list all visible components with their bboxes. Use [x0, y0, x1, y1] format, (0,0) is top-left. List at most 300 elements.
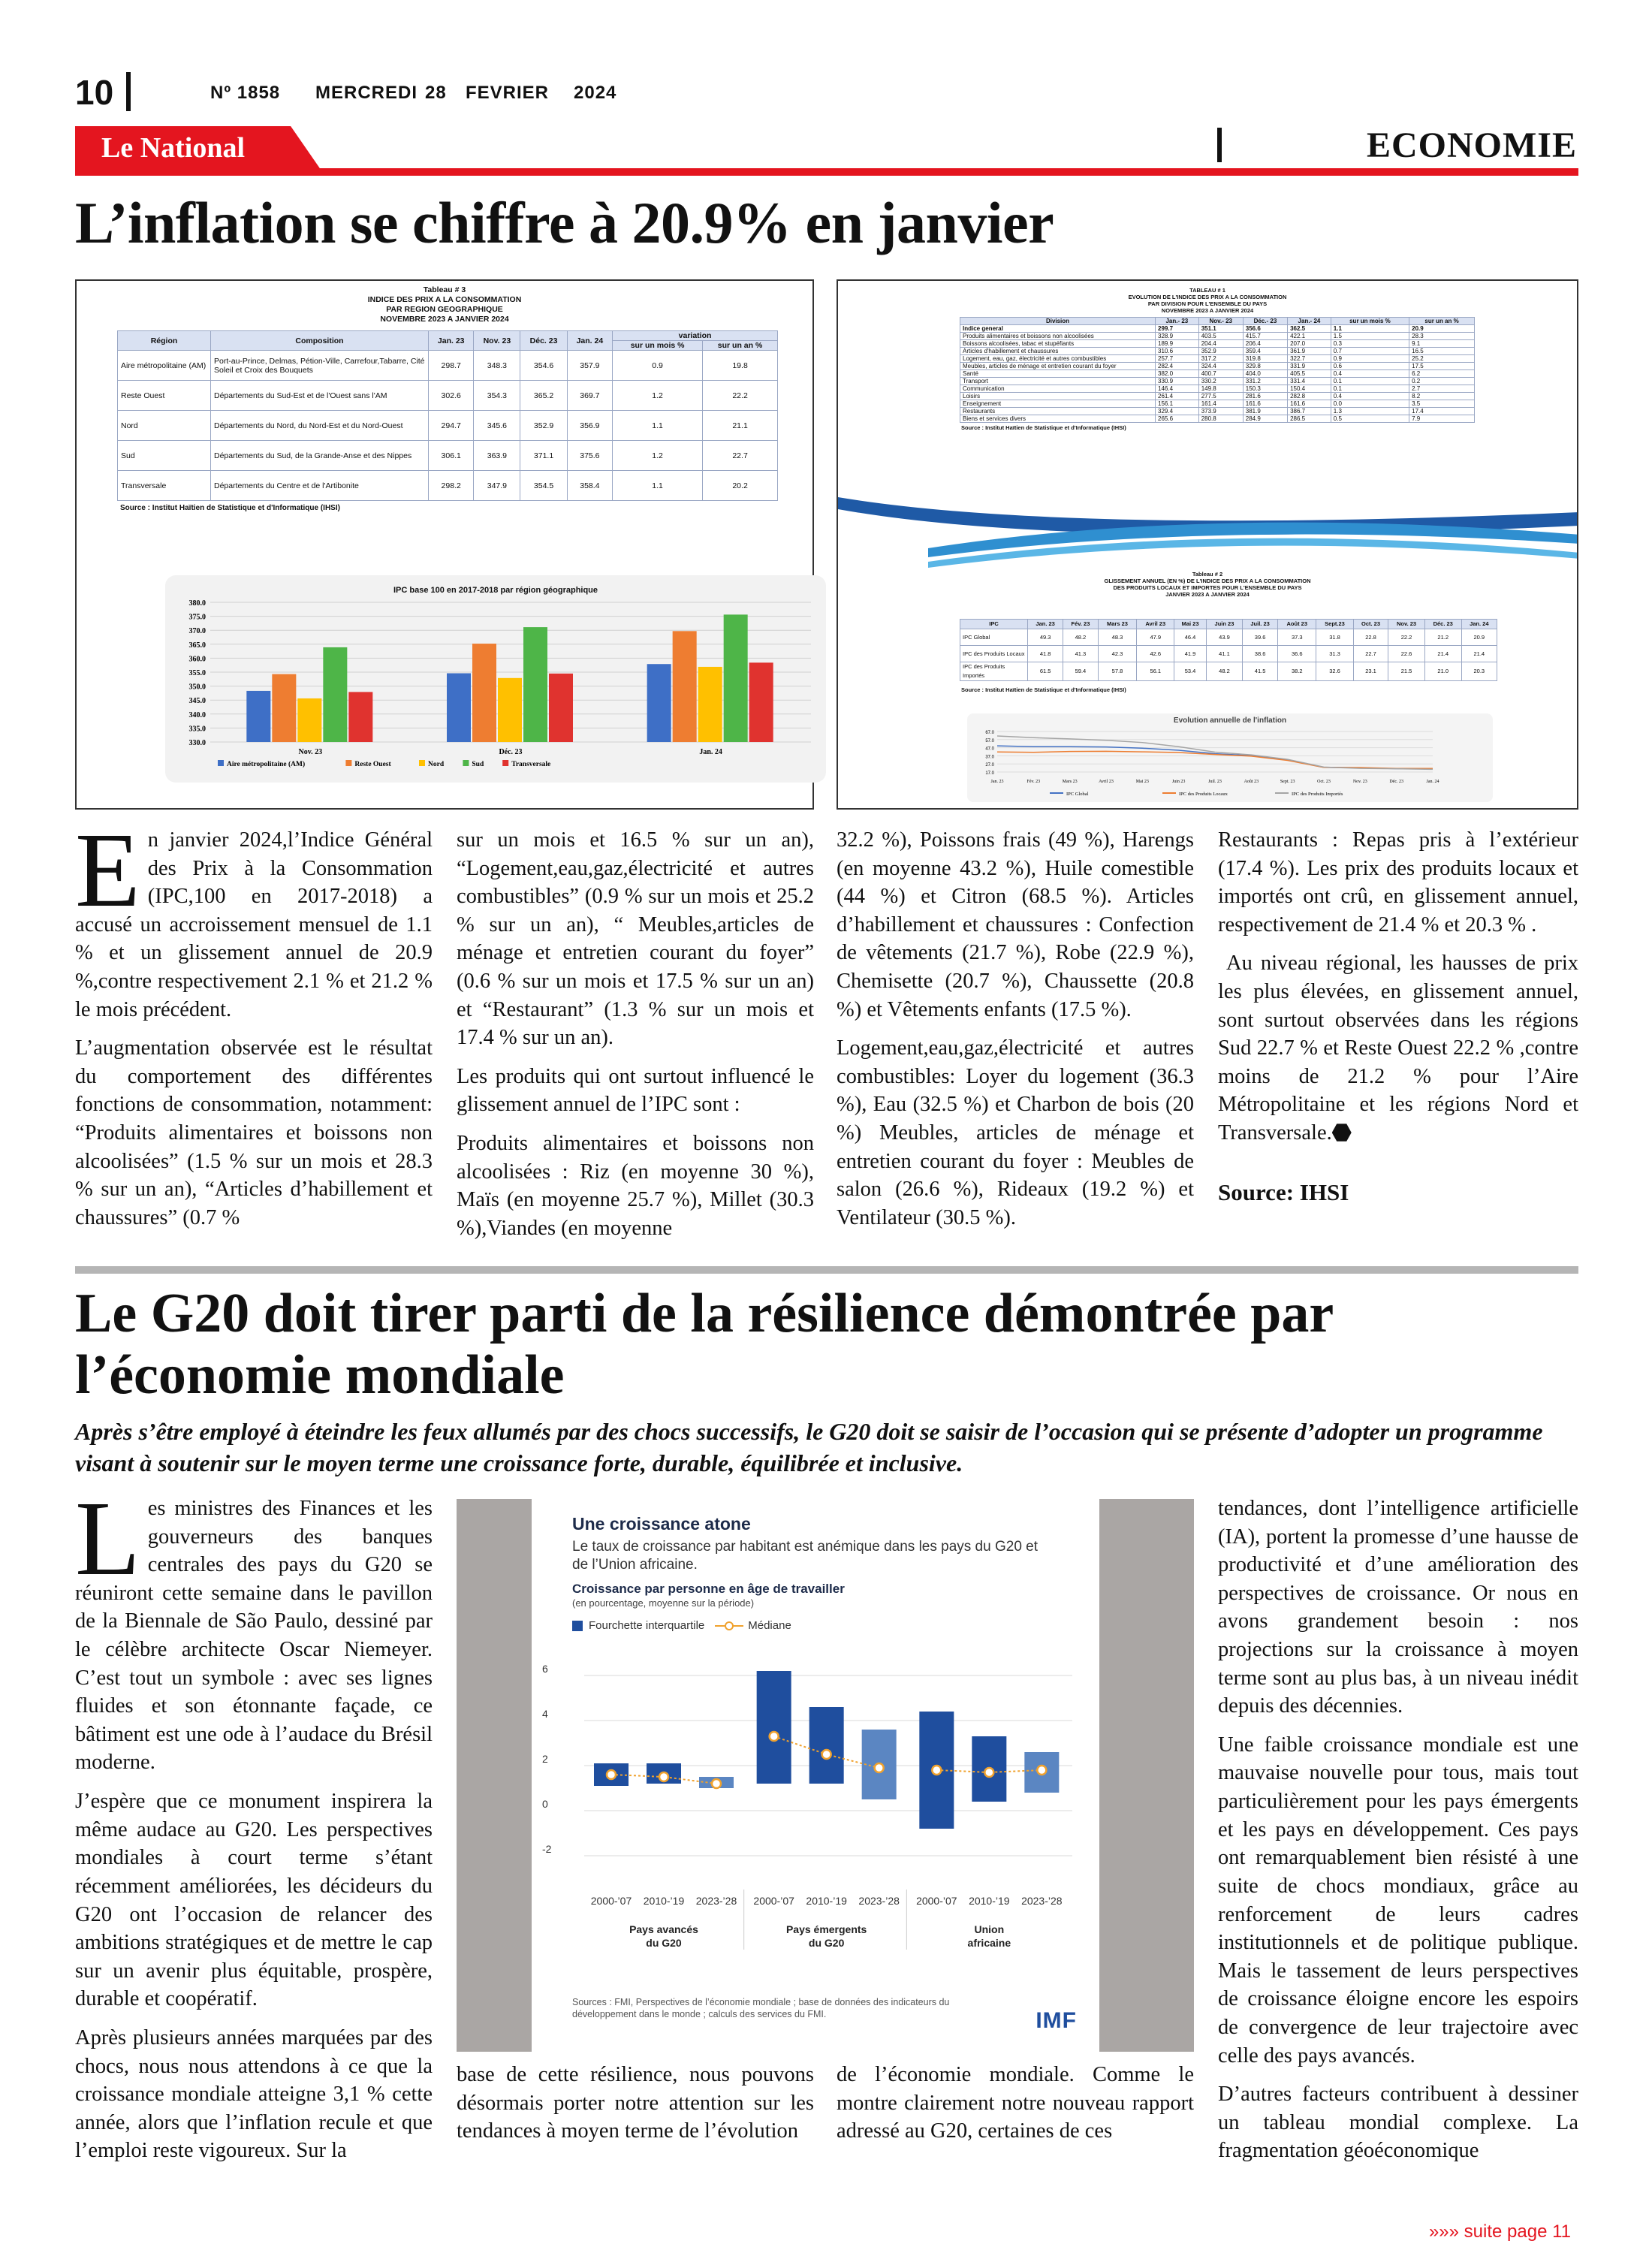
table1-row — [960, 363, 1475, 370]
imf-y-tick: 4 — [542, 1708, 548, 1720]
table1-cell: 150.4 — [1288, 385, 1331, 393]
table2-row — [960, 629, 1497, 646]
table1-row — [960, 333, 1475, 340]
table1-cell: 28.3 — [1409, 333, 1475, 340]
line-chart-legend-label: IPC des Produits Locaux — [1179, 792, 1228, 797]
table3-cell: Reste Ouest — [118, 381, 211, 411]
table3-cell: 19.8 — [703, 351, 778, 381]
imf-median-point — [659, 1772, 668, 1781]
line-chart-legend-label: IPC Global — [1066, 792, 1089, 797]
table3-title-3: PAR REGION GEOGRAPHIQUE — [386, 305, 503, 314]
table1-cell: 161.4 — [1198, 400, 1243, 408]
table1-cell: 356.6 — [1243, 325, 1287, 333]
bar-chart-bar — [297, 698, 321, 742]
imf-group-label: Pays avancés — [629, 1923, 698, 1935]
table1-title-3: PAR DIVISION POUR L'ENSEMBLE DU PAYS — [1147, 300, 1268, 307]
article1-col2-p2: Les produits qui ont surtout influencé le glissement annuel de l’IPC sont : — [457, 1064, 814, 1117]
table3-cell: 354.3 — [474, 381, 520, 411]
bar-chart-y-tick: 350.0 — [188, 683, 206, 692]
table1-cell: 161.6 — [1288, 400, 1331, 408]
table3-header: Déc. 23 — [520, 331, 567, 351]
article1-col4-p2 — [1218, 949, 1584, 1147]
table1-cell: 373.9 — [1198, 408, 1243, 415]
table1-cell: 362.5 — [1288, 325, 1331, 333]
imf-x-tick: 2010-’19 — [969, 1895, 1010, 1907]
table1-cell: 0.4 — [1331, 370, 1409, 378]
bar-chart-legend-swatch — [502, 760, 508, 766]
table1-title-1: TABLEAU # 1 — [1189, 287, 1225, 294]
imf-x-tick: 2000-’07 — [916, 1895, 957, 1907]
table3-cell: 0.9 — [613, 351, 703, 381]
line-chart-x-tick: Mai 23 — [1135, 780, 1149, 784]
table3-cell: 22.2 — [703, 381, 778, 411]
table1-cell: 8.2 — [1409, 393, 1475, 400]
table2-cell: 42.3 — [1098, 646, 1137, 662]
table3-cell: 369.7 — [567, 381, 612, 411]
table2-cell: 41.1 — [1206, 646, 1242, 662]
table2-header: Déc. 23 — [1424, 620, 1461, 629]
bar-chart — [165, 575, 826, 783]
table3-cell: 371.1 — [520, 441, 567, 471]
article1-col3-p2: Logement,eau,gaz,électricité et autres combustibles: Loyer du logement (36.3 %), Eau (32.5 %) et Charbon de bois (20 %) Meubles, articles de ménage et entretien courant du foyer : Meubles de salon (26.6 %), Rideaux (19.2 %) et Ventilateur (30.5 %). — [837, 1036, 1194, 1229]
table2-header: Sept.23 — [1316, 620, 1354, 629]
bar-chart-bar — [447, 673, 471, 742]
bar-chart-legend-swatch — [345, 760, 351, 766]
table1-cell: 261.4 — [1156, 393, 1199, 400]
issue-weekday: MERCREDI — [315, 83, 418, 103]
page-number: 10 — [75, 73, 114, 112]
bar-chart-y-tick: 345.0 — [188, 697, 206, 706]
table2-cell: 21.4 — [1461, 646, 1497, 662]
bar-chart-bar — [698, 667, 722, 742]
table2-cell: 38.6 — [1242, 646, 1277, 662]
article2-title — [75, 1283, 1578, 1406]
table1-cell: 329.8 — [1243, 363, 1287, 370]
table1-cell: 381.9 — [1243, 408, 1287, 415]
bar-chart-bar — [498, 678, 522, 742]
table1-cell: Meubles, articles de ménage et entretien courant du foyer — [960, 363, 1156, 370]
table1-cell: 0.3 — [1331, 340, 1409, 348]
table2-cell: 39.6 — [1242, 629, 1277, 646]
table3-cell: 1.2 — [613, 381, 703, 411]
bar-chart-legend-label: Nord — [428, 761, 445, 768]
table3-cell: 356.9 — [567, 411, 612, 441]
issue-year: 2024 — [574, 83, 617, 103]
bar-chart-legend-swatch — [218, 760, 224, 766]
table1-header-row — [960, 318, 1475, 325]
article2-lede: Après s’être employé à éteindre les feux allumés par des chocs successifs, le G20 doit se saisir de l’occasion qui se présente d’adopter un programme visant à soutenir sur le moyen terme une croissance forte, durable, équilibrée et inclusive. — [75, 1418, 1543, 1476]
bar-chart-y-tick: 370.0 — [188, 627, 206, 636]
table2-cell: 49.3 — [1028, 629, 1063, 646]
table3-cell: 302.6 — [429, 381, 474, 411]
table2-cell: 41.8 — [1028, 646, 1063, 662]
page-number-divider — [126, 72, 131, 111]
table2-header: Juil. 23 — [1242, 620, 1277, 629]
bar-chart-title: IPC base 100 en 2017-2018 par région géographique — [393, 586, 598, 595]
bar-chart-legend-label: Aire métropolitaine (AM) — [227, 761, 306, 768]
imf-logo: IMF — [1036, 2008, 1077, 2033]
bar-chart-bar — [724, 614, 748, 742]
line-chart-series — [997, 746, 1433, 769]
table2-cell: 42.6 — [1137, 646, 1174, 662]
table2-cell: 57.8 — [1098, 662, 1137, 681]
line-chart-series — [997, 736, 1433, 769]
table2-header: Mai 23 — [1174, 620, 1207, 629]
article2-title-line1: Le G20 doit tirer parti de la résilience démontrée par — [75, 1283, 1334, 1344]
table2-cell: 21.4 — [1424, 646, 1461, 662]
bar-chart-bar — [549, 674, 573, 742]
table1-row — [960, 408, 1475, 415]
table2-cell: IPC des Produits Importés — [960, 662, 1028, 681]
table3-header: Composition — [211, 331, 429, 351]
article1-title: L’inflation se chiffre à 20.9% en janvier — [75, 190, 1054, 255]
table2-cell: 21.5 — [1388, 662, 1425, 681]
header-red-rule — [75, 168, 1578, 176]
section-name: ECONOMIE — [1366, 125, 1577, 165]
line-chart-y-tick: 17.0 — [985, 771, 994, 776]
table1-cell: 361.9 — [1288, 348, 1331, 355]
article2-col4-p3: D’autres facteurs contribuent à dessiner un tableau mondial complexe. La fragmentation géoéconomique — [1218, 2083, 1578, 2163]
table3-source: Source : Institut Haïtien de Statistique et d'Informatique (IHSI) — [120, 504, 340, 512]
table1-cell: 280.8 — [1198, 415, 1243, 423]
table1-cell: 0.4 — [1331, 393, 1409, 400]
legend-range-label: Fourchette interquartile — [589, 1619, 705, 1632]
table2-cell: 31.8 — [1316, 629, 1354, 646]
table2-header: Jan. 23 — [1028, 620, 1063, 629]
table3-subheader: sur un mois % — [613, 341, 703, 351]
bar-chart-bar — [323, 647, 347, 742]
table3-cell: 22.7 — [703, 441, 778, 471]
article1-col4-p2-text: Au niveau régional, les hausses de prix les plus élevées, en glissement annuel, sont surtout observées dans les régions Sud 22.7 % et Reste Ouest 22.2 % ,contre moins de 21.2 % pour l’Aire Métropolitaine et les régions Nord et Transversale. — [1218, 952, 1584, 1145]
issue-month: FEVRIER — [466, 83, 550, 103]
table1-row — [960, 348, 1475, 355]
table1-cell: Santé — [960, 370, 1156, 378]
table1-row — [960, 355, 1475, 363]
line-chart-y-tick: 27.0 — [985, 763, 994, 768]
line-chart-x-tick: Juil. 23 — [1208, 780, 1222, 784]
line-chart-x-tick: Jan. 23 — [990, 780, 1004, 784]
table1-cell: 386.7 — [1288, 408, 1331, 415]
table1-row — [960, 370, 1475, 378]
bar-chart-legend-swatch — [463, 760, 469, 766]
bar-chart-y-tick: 360.0 — [188, 655, 206, 664]
imf-y-tick: 6 — [542, 1663, 548, 1675]
article2-col4-p2: Une faible croissance mondiale est une mauvaise nouvelle pour tous, mais tout particulièrement pour les pays émergents et les pays en développement. Ces pays ont remarquablement bien résisté à une suite de chocs mondiaux, grâce au renforcement de leurs cadres institutionnels et de politique publique. Mais le tassement de leurs perspectives de croissance éloigne encore les espoirs de convergence de leur trajectoire avec celle des pays avancés. — [1218, 1733, 1578, 2068]
table2-cell: 36.6 — [1278, 646, 1316, 662]
end-mark-icon — [1332, 1123, 1352, 1142]
table1-row — [960, 340, 1475, 348]
table1-cell: 189.9 — [1156, 340, 1199, 348]
table1-cell: 0.0 — [1331, 400, 1409, 408]
bar-chart-bar — [272, 674, 296, 742]
line-chart-x-tick: Juin 23 — [1171, 780, 1186, 784]
newspaper-name: Le National — [101, 132, 246, 164]
table1-cell: 282.4 — [1156, 363, 1199, 370]
table1-cell: Biens et services divers — [960, 415, 1156, 423]
article2-column-1 — [75, 1479, 433, 2176]
table1-title-2: EVOLUTION DE L'INDICE DES PRIX A LA CONSOMMATION — [1128, 294, 1287, 300]
table1-cell: 0.6 — [1331, 363, 1409, 370]
bar-chart-legend-label: Sud — [472, 761, 484, 768]
line-chart-x-tick: Déc. 23 — [1389, 780, 1404, 784]
table2-body — [960, 629, 1497, 681]
line-chart-panel — [967, 713, 1493, 802]
table1-cell: 359.4 — [1243, 348, 1287, 355]
imf-median-point — [984, 1768, 993, 1777]
table2-header: IPC — [960, 620, 1028, 629]
imf-x-tick: 2023-’28 — [858, 1895, 900, 1907]
imf-chart-legend — [572, 1619, 791, 1632]
table3-cell: 298.2 — [429, 471, 474, 501]
line-chart-x-tick: Août 23 — [1244, 780, 1259, 784]
table3-row — [118, 441, 778, 471]
imf-chart-subtitle: Le taux de croissance par habitant est anémique dans les pays du G20 et de l’Union africaine. — [572, 1539, 1039, 1573]
table1-cell: 156.1 — [1156, 400, 1199, 408]
article1-col3-p1: 32.2 %), Poissons frais (49 %), Harengs (en moyenne 43.2 %), Huile comestible (44 %) et Citron (68.5 %). Articles d’habillement et chaussures : Confection de vêtements (21.7 %), Robe (22.9 %), Chemisette (20.7 %), Chaussette (20.8 %) et Vêtements enfants (17.5 %). — [837, 828, 1194, 1021]
table1-cell: 161.6 — [1243, 400, 1287, 408]
legend-median-label: Médiane — [748, 1619, 791, 1632]
table1-cell: Indice general — [960, 325, 1156, 333]
imf-chart-sources: Sources : FMI, Perspectives de l’économie mondiale ; base de données des indicateurs du développement dans le monde ; calculs des services du FMI. — [572, 1997, 950, 2019]
bar-chart-y-tick: 375.0 — [188, 613, 206, 622]
table1-cell: 149.8 — [1198, 385, 1243, 393]
article2-col1-p1: es ministres des Finances et les gouverneurs des banques centrales des pays du G20 se réuniront cette semaine dans le pavillon de la Biennale de São Paulo, dessiné par le célèbre architecte Oscar Niemeyer. C’est tout un symbole : avec ses lignes fluides et son étonnante façade, ce bâtiment est une ode à l’audace du Brésil moderne. — [75, 1497, 433, 1775]
bar-chart-x-tick: Jan. 24 — [699, 748, 722, 756]
table3-cell: 375.6 — [567, 441, 612, 471]
table2 — [960, 619, 1497, 681]
table2-cell: 46.4 — [1174, 629, 1207, 646]
table1-cell: 2.7 — [1409, 385, 1475, 393]
table2-cell: 61.5 — [1028, 662, 1063, 681]
article2-column-3 — [837, 2061, 1194, 2156]
table1-cell: 0.1 — [1331, 378, 1409, 385]
imf-median-point — [770, 1732, 779, 1741]
table1-cell: 0.2 — [1409, 378, 1475, 385]
table3-header-row — [118, 331, 778, 341]
table2-cell: 43.9 — [1206, 629, 1242, 646]
table2-cell: 38.2 — [1278, 662, 1316, 681]
table1-row — [960, 400, 1475, 408]
table1-cell: 1.5 — [1331, 333, 1409, 340]
table1-cell: Transport — [960, 378, 1156, 385]
table3-cell: 352.9 — [520, 411, 567, 441]
table2-cell: 22.7 — [1353, 646, 1388, 662]
table3-title-2: INDICE DES PRIX A LA CONSOMMATION — [367, 295, 522, 304]
table1-cell: 25.2 — [1409, 355, 1475, 363]
table1-header: Jan.- 23 — [1156, 318, 1199, 325]
bar-chart-x-tick: Nov. 23 — [298, 748, 323, 756]
bar-chart-legend-swatch — [419, 760, 425, 766]
table1-source: Source : Institut Haïtien de Statistique et d'Informatique (IHSI) — [961, 424, 1126, 431]
table1-cell: Restaurants — [960, 408, 1156, 415]
table2-cell: 41.3 — [1063, 646, 1098, 662]
table1-cell: 1.3 — [1331, 408, 1409, 415]
table3-header: variation — [613, 331, 778, 341]
table1-cell: 6.2 — [1409, 370, 1475, 378]
table1-cell: 351.1 — [1198, 325, 1243, 333]
table3-cell: 354.6 — [520, 351, 567, 381]
table1-cell: Logement, eau, gaz, électricité et autres combustibles — [960, 355, 1156, 363]
table1-cell: Produits alimentaires et boissons non alcoolisées — [960, 333, 1156, 340]
table3-title-1: Tableau # 3 — [423, 285, 466, 294]
table2-row — [960, 662, 1497, 681]
article2-title-line2: l’économie mondiale — [75, 1344, 565, 1406]
imf-y-tick: 2 — [542, 1753, 548, 1765]
article2-column-4 — [1218, 1494, 1578, 2176]
table2-title-3: DES PRODUITS LOCAUX ET IMPORTES POUR L'ENSEMBLE DU PAYS — [1113, 584, 1302, 591]
table2-title-1: Tableau # 2 — [1192, 571, 1223, 578]
table3-cell: 363.9 — [474, 441, 520, 471]
table3-title-4: NOVEMBRE 2023 A JANVIER 2024 — [380, 315, 509, 324]
table1-cell: 277.5 — [1198, 393, 1243, 400]
table1-body — [960, 325, 1475, 423]
imf-median-point — [712, 1779, 721, 1788]
issue-number: Nº 1858 — [210, 83, 281, 103]
chart-side-panel-right — [1099, 1499, 1194, 2052]
table1-header: Déc.- 23 — [1243, 318, 1287, 325]
table3-cell: Aire métropolitaine (AM) — [118, 351, 211, 381]
table1-cell: 146.4 — [1156, 385, 1199, 393]
bar-chart-bar — [749, 662, 773, 742]
line-chart-legend-label: IPC des Produits Importés — [1292, 792, 1343, 797]
table2-cell: 22.8 — [1353, 629, 1388, 646]
chart-side-panel-left — [457, 1499, 532, 2052]
bar-chart-y-tick: 365.0 — [188, 641, 206, 650]
table2-header: Nov. 23 — [1388, 620, 1425, 629]
imf-median-point — [932, 1766, 941, 1775]
table1-row — [960, 378, 1475, 385]
line-chart-x-tick: Avril 23 — [1099, 780, 1114, 784]
bar-chart-legend-label: Transversale — [511, 761, 551, 768]
table1-cell: 404.0 — [1243, 370, 1287, 378]
figure-region-ipc — [75, 279, 814, 810]
table1-cell: 317.2 — [1198, 355, 1243, 363]
table1-cell: 331.2 — [1243, 378, 1287, 385]
table2-cell: 20.9 — [1461, 629, 1497, 646]
article2-col1-p2: J’espère que ce monument inspirera la même audace au G20. Les perspectives mondiales à court terme s’étant récemment améliorées, les décideurs du G20 ont l’occasion de relancer des ambitions stratégiques et de mettre le cap sur un avenir plus équitable, prospère, durable et coopératif. — [75, 1790, 433, 2011]
table2-cell: 32.6 — [1316, 662, 1354, 681]
table1-header: sur un an % — [1409, 318, 1475, 325]
imf-group-label: africaine — [967, 1937, 1011, 1949]
line-chart-x-tick: Oct. 23 — [1317, 780, 1331, 784]
table2-cell: IPC des Produits Locaux — [960, 646, 1028, 662]
table3-header: Nov. 23 — [474, 331, 520, 351]
legend-median-swatch — [715, 1621, 743, 1631]
continued-link[interactable]: »»» suite page 11 — [1428, 2221, 1571, 2242]
table1-cell: Enseignement — [960, 400, 1156, 408]
table2-row — [960, 646, 1497, 662]
table2-cell: 20.3 — [1461, 662, 1497, 681]
imf-x-tick: 2023-’28 — [695, 1895, 737, 1907]
table1-header: Jan.- 24 — [1288, 318, 1331, 325]
table3-cell: Port-au-Prince, Delmas, Pétion-Ville, Carrefour,Tabarre, Cité Soleil et Croix des Bouquets — [211, 351, 429, 381]
table1-cell: 329.4 — [1156, 408, 1199, 415]
table3-cell: Sud — [118, 441, 211, 471]
line-chart-y-tick: 57.0 — [985, 738, 994, 743]
table1-cell: 324.4 — [1198, 363, 1243, 370]
table3-cell: 298.7 — [429, 351, 474, 381]
article2-col2-p1: base de cette résilience, nous pouvons désormais porter notre attention sur les tendances à moyen terme de l’évolution — [457, 2063, 814, 2143]
table2-header: Avril 23 — [1137, 620, 1174, 629]
bar-chart-legend-label: Reste Ouest — [354, 761, 391, 768]
table1-cell: 3.5 — [1409, 400, 1475, 408]
line-chart-x-tick: Fév. 23 — [1026, 780, 1041, 784]
table1-cell: 422.1 — [1288, 333, 1331, 340]
table3-cell: 294.7 — [429, 411, 474, 441]
table2-cell: 48.2 — [1206, 662, 1242, 681]
table3-cell: Départements du Sud-Est et de l'Ouest sans l'AM — [211, 381, 429, 411]
imf-y-tick: -2 — [542, 1843, 552, 1855]
article1-col1-p2: L’augmentation observée est le résultat du comportement des différentes fonctions de consommation, notamment: “Produits alimentaires et boissons non alcoolisées” (1.5 % sur un mois et 28.3 % sur un an), “Articles d’habillement et chaussures” (0.7 % — [75, 1036, 433, 1229]
table3-cell: 365.2 — [520, 381, 567, 411]
article1-column-4 — [1218, 826, 1584, 1219]
table1-cell: 0.7 — [1331, 348, 1409, 355]
article1-col2-p1: sur un mois et 16.5 % sur un an), “Logement,eau,gaz,électricité et autres combustibles” (0.9 % sur un mois et 25.2 % sur un an), “ Meubles,articles de ménage et entretien courant du foyer” (0.6 % sur un mois et 17.5 % sur un an) et “Restaurant” (1.3 % sur un mois et 17.4 % sur un an). — [457, 828, 814, 1050]
table2-cell: 53.4 — [1174, 662, 1207, 681]
table2-cell: 22.6 — [1388, 646, 1425, 662]
line-chart-title: Evolution annuelle de l'inflation — [1173, 716, 1287, 725]
table1-cell: 331.9 — [1288, 363, 1331, 370]
table2-header: Fév. 23 — [1063, 620, 1098, 629]
table1-cell: 330.2 — [1198, 378, 1243, 385]
table3-header: Jan. 23 — [429, 331, 474, 351]
table1-cell: 415.7 — [1243, 333, 1287, 340]
table1-cell: 382.0 — [1156, 370, 1199, 378]
table3 — [117, 330, 778, 501]
table1-cell: 319.8 — [1243, 355, 1287, 363]
table3-cell: 345.6 — [474, 411, 520, 441]
article2-col4-p1: tendances, dont l’intelligence artificielle (IA), portent la promesse d’une hausse de productivité et d’une amélioration des perspectives de croissance. Or nous en avons grandement besoin : nos projections sur la croissance à moyen terme sont au plus bas, à un niveau inédit depuis des décennies. — [1218, 1497, 1578, 1718]
article1-col4-p1: Restaurants : Repas pris à l’extérieur (17.4 %). Les prix des produits locaux et importés ont crû, en glissement annuel, respectivement de 21.4 % et 20.3 % . — [1218, 828, 1578, 936]
imf-range-bar — [757, 1671, 791, 1784]
table1-header: Division — [960, 318, 1156, 325]
bar-chart-bar — [472, 644, 496, 742]
table1-cell: 0.5 — [1331, 415, 1409, 423]
table3-cell: Départements du Centre et de l'Artibonite — [211, 471, 429, 501]
table3-row — [118, 411, 778, 441]
imf-x-tick: 2010-’19 — [806, 1895, 847, 1907]
table2-cell: IPC Global — [960, 629, 1028, 646]
table1-cell: Loisirs — [960, 393, 1156, 400]
table1-cell: Communication — [960, 385, 1156, 393]
table1-cell: 204.4 — [1198, 340, 1243, 348]
table1-cell: 352.9 — [1198, 348, 1243, 355]
table1-cell: Boissons alcoolisées, tabac et stupéfiants — [960, 340, 1156, 348]
legend-range-swatch — [572, 1621, 583, 1631]
article1-col1-p1: n janvier 2024,l’Indice Général des Prix à la Consommation (IPC,100 en 2017-2018) a accusé un accroissement mensuel de 1.1 % et un glissement annuel de 20.9 %,contre respectivement 2.1 % et 21.2 % le mois précédent. — [75, 828, 433, 1021]
table2-cell: 41.5 — [1242, 662, 1277, 681]
article1-column-3 — [837, 826, 1194, 1243]
line-chart-y-tick: 47.0 — [985, 746, 994, 752]
table1-cell: 0.9 — [1331, 355, 1409, 363]
table2-cell: 37.3 — [1278, 629, 1316, 646]
bar-chart-y-tick: 330.0 — [188, 739, 206, 747]
section-divider — [1217, 128, 1222, 162]
table1-cell: 17.5 — [1409, 363, 1475, 370]
table1-row — [960, 393, 1475, 400]
table1-cell: 400.7 — [1198, 370, 1243, 378]
bar-chart-y-tick: 340.0 — [188, 710, 206, 719]
table1-cell: 0.1 — [1331, 385, 1409, 393]
table2-header: Oct. 23 — [1353, 620, 1388, 629]
table1-cell: 207.0 — [1288, 340, 1331, 348]
table1-cell: 7.9 — [1409, 415, 1475, 423]
bar-chart-bar — [673, 631, 697, 742]
table2-cell: 59.4 — [1063, 662, 1098, 681]
imf-y-tick: 0 — [542, 1798, 548, 1810]
imf-x-tick: 2010-’19 — [643, 1895, 685, 1907]
table2-header: Jan. 24 — [1461, 620, 1497, 629]
